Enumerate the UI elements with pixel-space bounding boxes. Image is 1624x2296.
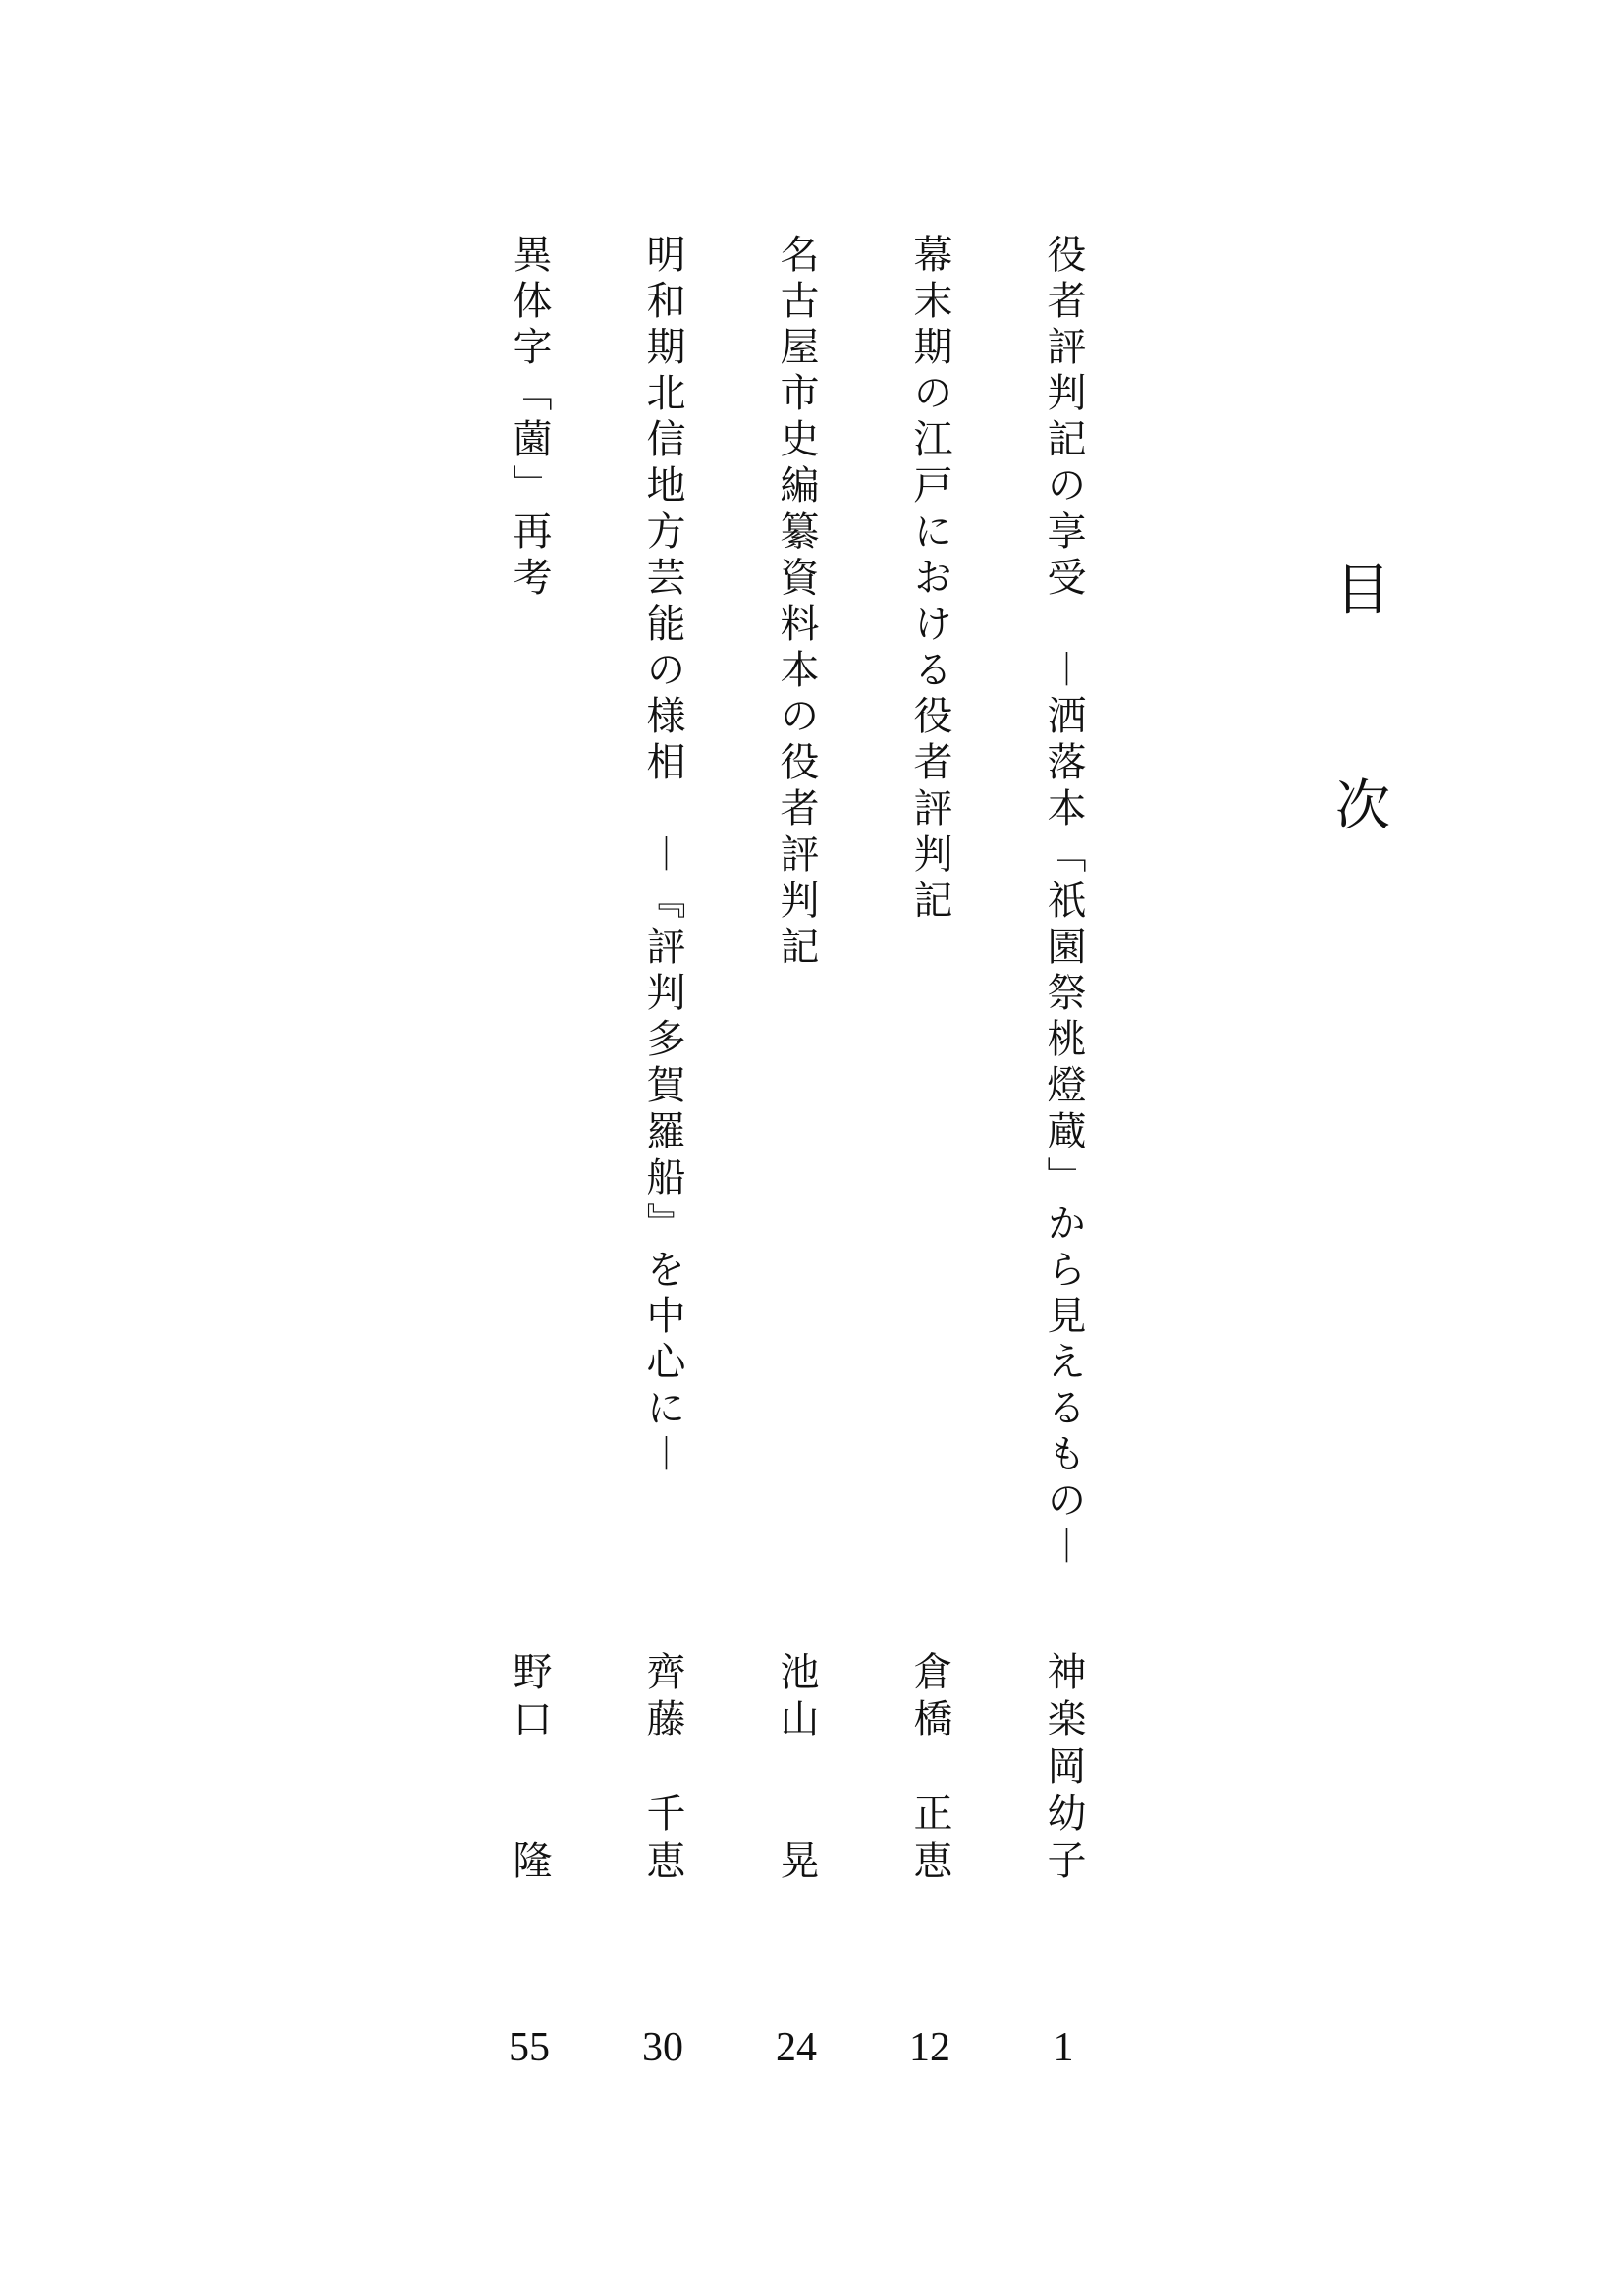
toc-entry-title: 名古屋市史編纂資料本の役者評判記 [774,234,819,972]
toc-entry-title: 役者評判記の享受 ︱洒落本「祇園祭桃燈蔵」から見えるもの︱ [1041,234,1086,1572]
toc-entry-page-number: 24 [776,2025,817,2070]
toc-entry-title: 明和期北信地方芸能の様相 ︱『評判多賀羅船』を中心に︱ [640,234,685,1479]
toc-entry-author: 倉橋 正恵 [907,1651,952,1887]
toc-entry-2[interactable] [899,0,960,2296]
toc-entry-page-number: 12 [909,2025,950,2070]
toc-entry-4[interactable] [632,0,693,2296]
toc-entry-page-number: 30 [642,2025,683,2070]
toc-entry-author: 神楽岡幼子 [1041,1651,1086,1887]
toc-heading-char-1: 目 [1335,559,1390,622]
toc-entry-author: 齊藤 千恵 [640,1651,685,1887]
toc-entry-title: 幕末期の江戸における役者評判記 [907,234,952,926]
toc-entry-author: 野口 隆 [507,1651,552,1887]
toc-heading [1324,552,1402,866]
toc-entry-1[interactable] [1033,0,1094,2296]
toc-entry-title: 異体字「薗」再考 [507,234,552,603]
toc-entry-page-number: 55 [509,2025,550,2070]
toc-heading-char-2: 次 [1335,774,1390,838]
toc-entry-page-number: 1 [1053,2025,1074,2070]
toc-entry-5[interactable] [499,0,560,2296]
toc-entry-3[interactable] [766,0,827,2296]
toc-entry-author: 池山 晃 [774,1651,819,1887]
